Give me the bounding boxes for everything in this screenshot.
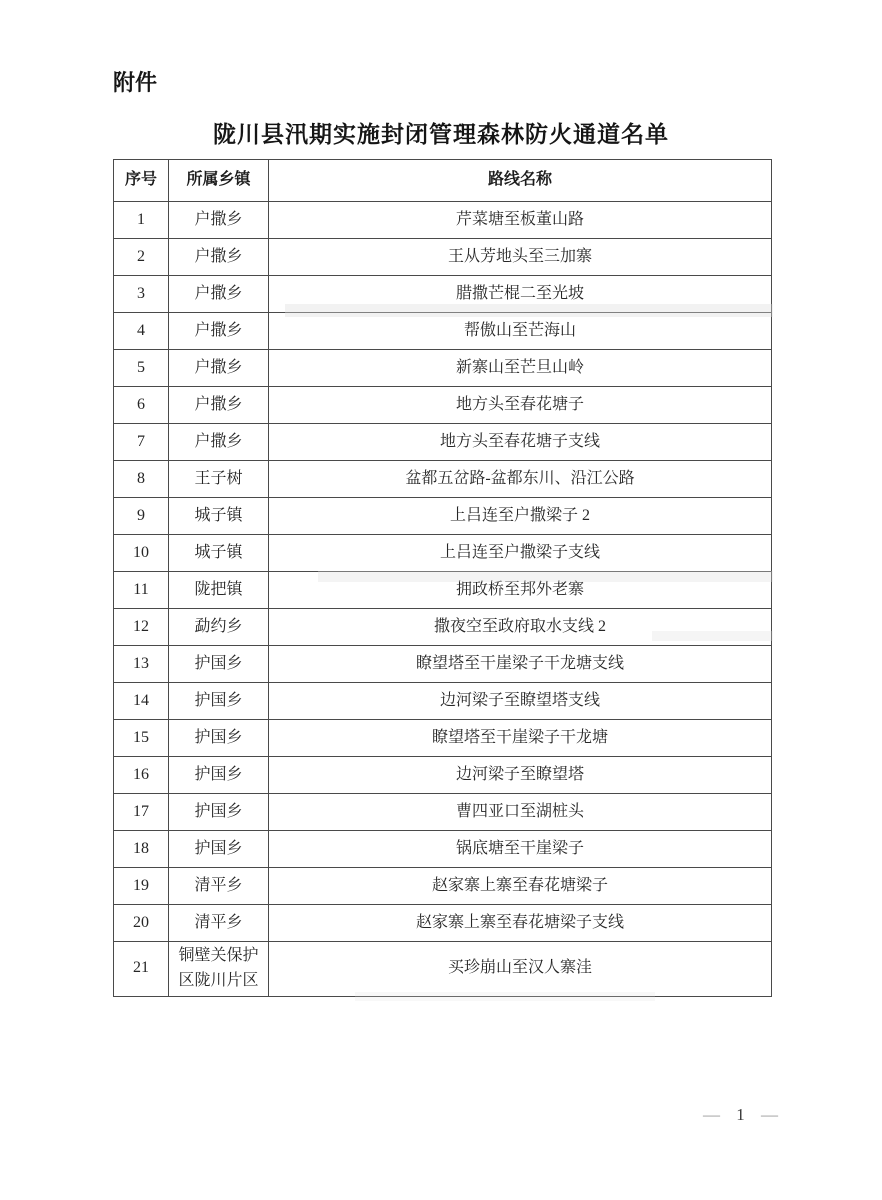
row-number-cell: 1 bbox=[114, 202, 169, 239]
table-row bbox=[114, 868, 772, 905]
route-name-cell: 买珍崩山至汉人寨洼 bbox=[269, 942, 772, 997]
table-header-row bbox=[114, 160, 772, 202]
route-name-cell: 边河梁子至瞭望塔支线 bbox=[269, 683, 772, 720]
route-name-cell: 赵家寨上寨至春花塘梁子支线 bbox=[269, 905, 772, 942]
row-number-cell: 11 bbox=[114, 572, 169, 609]
table-row bbox=[114, 942, 772, 997]
row-number-cell: 12 bbox=[114, 609, 169, 646]
township-cell: 城子镇 bbox=[169, 498, 269, 535]
page-title: 陇川县汛期实施封闭管理森林防火通道名单 bbox=[213, 121, 669, 147]
row-number-cell: 19 bbox=[114, 868, 169, 905]
table-row bbox=[114, 387, 772, 424]
township-cell: 陇把镇 bbox=[169, 572, 269, 609]
table-row bbox=[114, 683, 772, 720]
row-number-cell: 7 bbox=[114, 424, 169, 461]
row-number-cell: 18 bbox=[114, 831, 169, 868]
route-name-cell: 曹四亚口至湖桩头 bbox=[269, 794, 772, 831]
row-number-cell: 9 bbox=[114, 498, 169, 535]
route-name-cell: 芹菜塘至板董山路 bbox=[269, 202, 772, 239]
header-township: 所属乡镇 bbox=[169, 160, 269, 202]
township-cell: 护国乡 bbox=[169, 794, 269, 831]
table-row bbox=[114, 202, 772, 239]
table-row bbox=[114, 905, 772, 942]
row-number-cell: 10 bbox=[114, 535, 169, 572]
table-row bbox=[114, 276, 772, 313]
table-row bbox=[114, 609, 772, 646]
table-row bbox=[114, 498, 772, 535]
township-cell: 护国乡 bbox=[169, 683, 269, 720]
route-name-cell: 瞭望塔至干崖梁子干龙塘支线 bbox=[269, 646, 772, 683]
row-number-cell: 17 bbox=[114, 794, 169, 831]
township-cell: 户撒乡 bbox=[169, 313, 269, 350]
route-name-cell: 撒夜空至政府取水支线 2 bbox=[269, 609, 772, 646]
row-number-cell: 6 bbox=[114, 387, 169, 424]
row-number-cell: 14 bbox=[114, 683, 169, 720]
township-cell: 护国乡 bbox=[169, 757, 269, 794]
row-number-cell: 15 bbox=[114, 720, 169, 757]
table-row bbox=[114, 646, 772, 683]
township-cell: 勐约乡 bbox=[169, 609, 269, 646]
route-name-cell: 盆都五岔路-盆都东川、沿江公路 bbox=[269, 461, 772, 498]
attachment-label: 附件 bbox=[113, 70, 158, 95]
row-number-cell: 21 bbox=[114, 942, 169, 997]
table-row bbox=[114, 572, 772, 609]
table-row bbox=[114, 831, 772, 868]
route-name-cell: 地方头至春花塘子支线 bbox=[269, 424, 772, 461]
township-cell: 户撒乡 bbox=[169, 239, 269, 276]
township-cell: 户撒乡 bbox=[169, 387, 269, 424]
route-name-cell: 帮傲山至芒海山 bbox=[269, 313, 772, 350]
row-number-cell: 4 bbox=[114, 313, 169, 350]
route-name-cell: 新寨山至芒旦山岭 bbox=[269, 350, 772, 387]
township-cell: 户撒乡 bbox=[169, 276, 269, 313]
township-cell: 护国乡 bbox=[169, 720, 269, 757]
row-number-cell: 2 bbox=[114, 239, 169, 276]
footer-left-dash: — bbox=[703, 1105, 720, 1124]
table-row bbox=[114, 461, 772, 498]
routes-table bbox=[113, 159, 772, 997]
route-name-cell: 上吕连至户撒梁子 2 bbox=[269, 498, 772, 535]
table-row bbox=[114, 313, 772, 350]
route-name-cell: 瞭望塔至干崖梁子干龙塘 bbox=[269, 720, 772, 757]
row-number-cell: 13 bbox=[114, 646, 169, 683]
route-name-cell: 锅底塘至干崖梁子 bbox=[269, 831, 772, 868]
route-name-cell: 拥政桥至邦外老寨 bbox=[269, 572, 772, 609]
table-row bbox=[114, 350, 772, 387]
route-name-cell: 王从芳地头至三加寨 bbox=[269, 239, 772, 276]
township-cell: 铜壁关保护区陇川片区 bbox=[169, 942, 269, 997]
table-row bbox=[114, 424, 772, 461]
township-cell: 清平乡 bbox=[169, 905, 269, 942]
table-row bbox=[114, 535, 772, 572]
table-row bbox=[114, 757, 772, 794]
route-name-cell: 上吕连至户撒梁子支线 bbox=[269, 535, 772, 572]
row-number-cell: 8 bbox=[114, 461, 169, 498]
township-cell: 清平乡 bbox=[169, 868, 269, 905]
township-cell: 护国乡 bbox=[169, 831, 269, 868]
route-name-cell: 地方头至春花塘子 bbox=[269, 387, 772, 424]
row-number-cell: 5 bbox=[114, 350, 169, 387]
township-cell: 城子镇 bbox=[169, 535, 269, 572]
township-cell: 护国乡 bbox=[169, 646, 269, 683]
header-route: 路线名称 bbox=[269, 160, 772, 202]
route-name-cell: 赵家寨上寨至春花塘梁子 bbox=[269, 868, 772, 905]
page-number: 1 bbox=[736, 1105, 745, 1124]
township-cell: 户撒乡 bbox=[169, 202, 269, 239]
row-number-cell: 3 bbox=[114, 276, 169, 313]
table-row bbox=[114, 720, 772, 757]
footer-right-dash: — bbox=[761, 1105, 778, 1124]
table-row bbox=[114, 239, 772, 276]
township-cell: 王子树 bbox=[169, 461, 269, 498]
page-footer bbox=[703, 1105, 778, 1125]
row-number-cell: 16 bbox=[114, 757, 169, 794]
table-row bbox=[114, 794, 772, 831]
route-name-cell: 边河梁子至瞭望塔 bbox=[269, 757, 772, 794]
route-name-cell: 腊撒芒棍二至光坡 bbox=[269, 276, 772, 313]
township-cell: 户撒乡 bbox=[169, 350, 269, 387]
header-no: 序号 bbox=[114, 160, 169, 202]
township-cell: 户撒乡 bbox=[169, 424, 269, 461]
row-number-cell: 20 bbox=[114, 905, 169, 942]
